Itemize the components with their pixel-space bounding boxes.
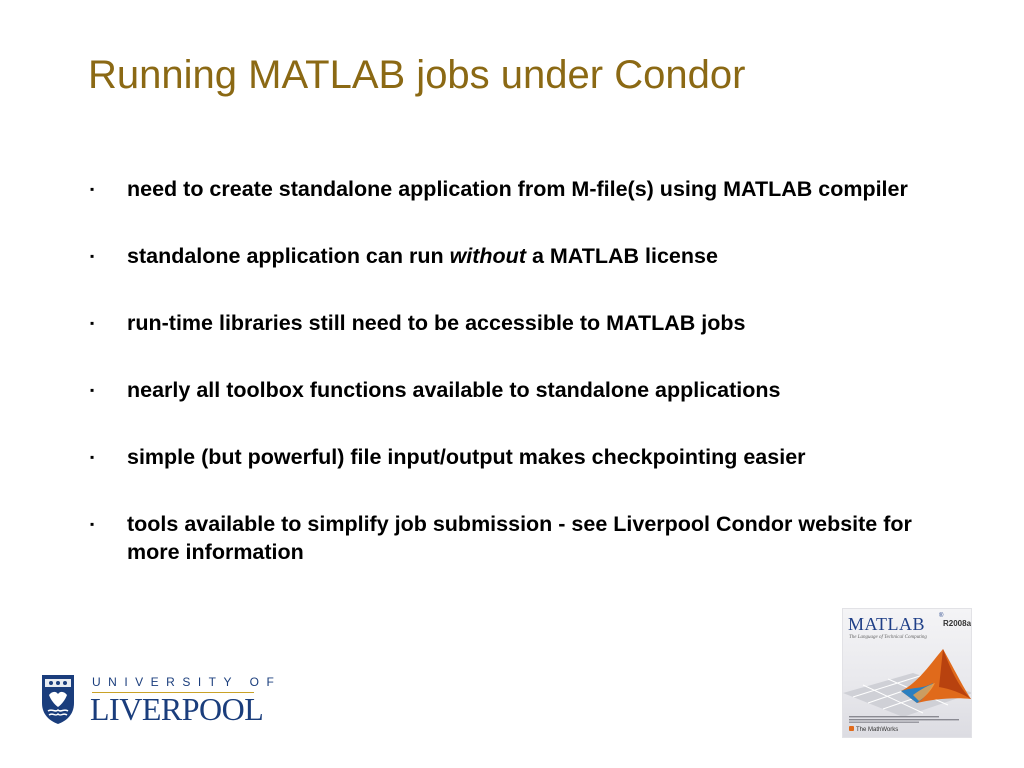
slide-title: Running MATLAB jobs under Condor [88, 53, 746, 97]
university-crest-icon [40, 673, 76, 725]
matlab-release: R2008a [943, 619, 972, 628]
mathworks-icon [849, 726, 854, 731]
bullet-text: tools available to simplify job submission - see Liverpool Condor website for more information [127, 512, 912, 564]
bullet-item [88, 443, 958, 471]
bullet-text-emphasis: without [449, 244, 526, 268]
bullet-item [88, 175, 958, 203]
bullet-marker: ▪ [90, 316, 95, 330]
matlab-membrane-icon [843, 643, 972, 717]
bullet-text: nearly all toolbox functions available to standalone applications [127, 378, 781, 402]
bullet-item [88, 376, 958, 404]
bullet-marker: ▪ [90, 249, 95, 263]
bullet-item [88, 309, 958, 337]
matlab-wordmark: MATLAB [848, 614, 926, 634]
bullet-marker: ▪ [90, 450, 95, 464]
matlab-tagline: The Language of Technical Computing [849, 635, 927, 640]
bullet-item [88, 242, 958, 270]
matlab-product-box [842, 608, 972, 738]
bullet-text: run-time libraries still need to be accessible to MATLAB jobs [127, 311, 746, 335]
bullet-text: simple (but powerful) file input/output makes checkpointing easier [127, 445, 806, 469]
university-line1: UNIVERSITY OF [92, 675, 282, 689]
bullet-list [88, 175, 958, 605]
university-line2: LIVERPOOL [90, 691, 264, 727]
bullet-marker: ▪ [90, 182, 95, 196]
bullet-marker: ▪ [90, 517, 95, 531]
mathworks-label: The MathWorks [856, 727, 899, 733]
matlab-registered-mark: ® [939, 613, 944, 619]
bullet-item [88, 510, 958, 566]
university-logo [40, 673, 282, 729]
mathworks-logo [849, 726, 898, 733]
matlab-fine-print [849, 715, 967, 723]
bullet-marker: ▪ [90, 383, 95, 397]
bullet-text-before: standalone application can run [127, 244, 450, 268]
bullet-text [127, 242, 718, 270]
bullet-text-after: a MATLAB license [525, 244, 718, 268]
bullet-text: need to create standalone application from M-file(s) using MATLAB compiler [127, 177, 908, 201]
